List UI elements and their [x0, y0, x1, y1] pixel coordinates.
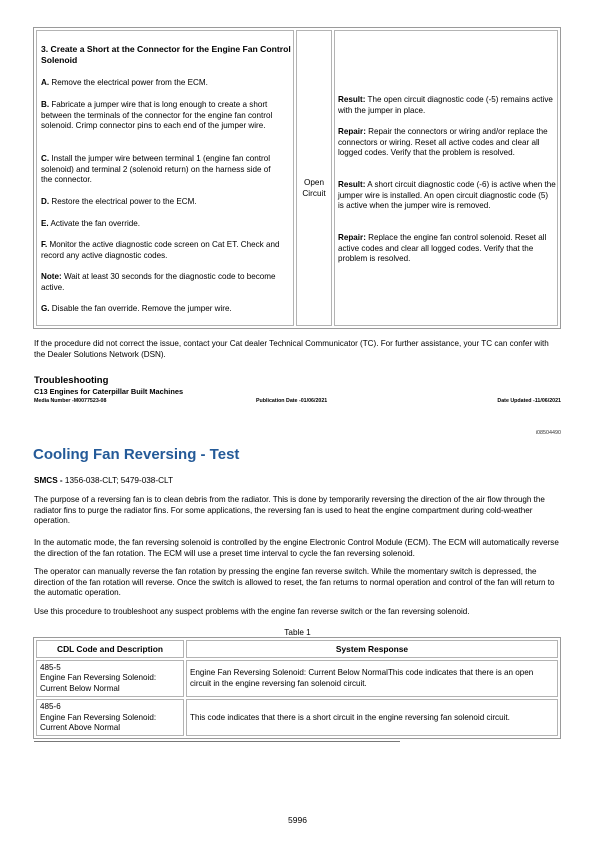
publication-date: Publication Date -01/06/2021 — [256, 398, 328, 404]
step-g: G. Disable the fan override. Remove the jumper wire. — [41, 304, 232, 313]
step-a: A. Remove the electrical power from the ECM. — [41, 78, 208, 87]
open-circuit-label: Open Circuit — [302, 178, 326, 198]
cdl-code-cell — [36, 660, 184, 697]
test-condition-cell — [296, 30, 332, 326]
step-note: Note: Wait at least 30 seconds for the diagnostic code to become active. — [41, 272, 276, 292]
image-id: i08504490 — [535, 430, 561, 436]
smcs-line — [34, 476, 173, 485]
procedure-table — [33, 27, 561, 329]
header-cdl-code: CDL Code and Description — [36, 640, 184, 658]
paragraph-procedure-use: Use this procedure to troubleshoot any suspect problems with the engine fan reverse switch or the fan reversing solenoid. — [34, 607, 470, 616]
cdl-code-cell — [36, 699, 184, 736]
cdl-description: Engine Fan Reversing Solenoid: Current Above Normal — [40, 712, 157, 733]
section-divider — [34, 741, 400, 742]
step-title: 3. Create a Short at the Connector for the Engine Fan Control Solenoid — [41, 44, 291, 65]
procedure-steps-cell — [36, 30, 294, 326]
date-updated: Date Updated -11/06/2021 — [497, 398, 561, 404]
results-cell — [334, 30, 558, 326]
page-number: 5996 — [288, 815, 307, 825]
table-row — [36, 699, 558, 736]
result-1: Result: The open circuit diagnostic code (-5) remains active with the jumper in place. — [338, 95, 553, 115]
table-header-row — [36, 640, 558, 658]
footer-note: If the procedure did not correct the issue, contact your Cat dealer Technical Communicator (TC). For further assistance, your TC can confer with the Dealer Solutions Network (DSN). — [34, 339, 549, 359]
cdl-code: 485-5 — [40, 663, 61, 672]
paragraph-purpose: The purpose of a reversing fan is to clean debris from the radiator. This is done by temporarily reversing the direction of the air flow through the radiator fins to purge the radiator fins. For some applications, the reversing fan is used to heat the engine compartment during cold-weather operation. — [34, 495, 545, 526]
step-b: B. Fabricate a jumper wire that is long enough to create a short between the terminals of the connector for the engine fan control solenoid. Crimp connector pins to each end of the jumper wire. — [41, 100, 273, 131]
step-f: F. Monitor the active diagnostic code screen on Cat ET. Check and record any active diagnostic codes. — [41, 240, 280, 260]
media-number: Media Number -M0077523-08 — [34, 398, 107, 404]
table-caption: Table 1 — [284, 628, 311, 637]
header-system-response: System Response — [186, 640, 558, 658]
cdl-code: 485-6 — [40, 702, 61, 712]
repair-1: Repair: Repair the connectors or wiring and/or replace the connectors or wiring. Reset all active codes and clear all logged codes. Verify that the problem is resolved. — [338, 127, 548, 158]
smcs-label: SMCS - — [34, 476, 63, 485]
doc-subtitle: C13 Engines for Caterpillar Built Machines — [34, 387, 184, 396]
doc-title: Troubleshooting — [34, 375, 109, 386]
cdl-table — [33, 637, 561, 739]
paragraph-manual-mode: The operator can manually reverse the fan rotation by pressing the engine fan reverse switch. While the momentary switch is depressed, the direction of the fan rotation will reverse. Once the switch is allowed to reset, the fan returns to normal operation and control of the fan will return to the automatic operation. — [34, 567, 555, 598]
repair-2: Repair: Replace the engine fan control solenoid. Reset all active codes and clear all logged codes. Verify that the problem is resolved. — [338, 233, 547, 264]
system-response-cell: This code indicates that there is a short circuit in the engine reversing fan solenoid circuit. — [186, 699, 558, 736]
step-c: C. Install the jumper wire between terminal 1 (engine fan control solenoid) and terminal 2 (solenoid return) on the harness side of the connector. — [41, 154, 271, 185]
smcs-value: 1356-038-CLT; 5479-038-CLT — [62, 476, 173, 485]
step-d: D. Restore the electrical power to the ECM. — [41, 197, 197, 206]
page-title: Cooling Fan Reversing - Test — [33, 446, 240, 463]
result-2: Result: A short circuit diagnostic code (-6) is active when the jumper wire is installed. An open circuit diagnostic code (5) is active when the jumper wire is removed. — [338, 180, 556, 211]
paragraph-automatic-mode: In the automatic mode, the fan reversing solenoid is controlled by the engine Electronic Control Module (ECM). The ECM will automatically reverse the direction of the fan rotation. The ECM will use a preset time interval to cycle the fan reversing solenoid. — [34, 538, 559, 558]
system-response-cell: Engine Fan Reversing Solenoid: Current Below NormalThis code indicates that there is an open circuit in the engine reversing fan solenoid circuit. — [186, 660, 558, 697]
table-row — [36, 660, 558, 697]
step-e: E. Activate the fan override. — [41, 219, 140, 228]
cdl-description: Engine Fan Reversing Solenoid: Current Below Normal — [40, 673, 157, 693]
